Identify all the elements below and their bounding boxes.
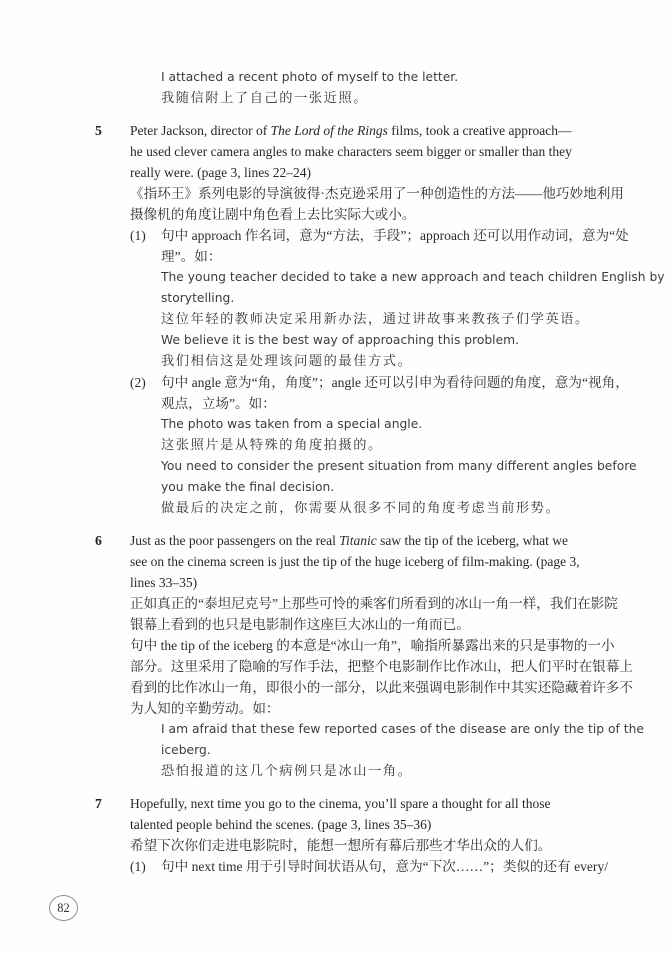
item-text-en: he used clever camera angles to make characters seem bigger or smaller than they <box>130 144 572 159</box>
sub-item-1 <box>0 225 671 372</box>
item-translation-zh: 正如真正的“泰坦尼克号”上那些可怜的乘客们所看到的冰山一角一样，我们在影院 <box>130 596 618 611</box>
note-text: 观点，立场”。如： <box>161 396 276 411</box>
note-text <box>0 372 671 393</box>
item-translation-zh: 希望下次你们走进电影院时，能想一想所有幕后那些才华出众的人们。 <box>130 838 552 853</box>
page-number: 82 <box>57 900 70 915</box>
block-gap <box>0 519 671 530</box>
example-sentence-en: you make the final decision. <box>161 480 335 494</box>
page-number-badge <box>49 895 78 921</box>
item-number: 6 <box>95 533 102 548</box>
item-text-en <box>0 793 671 814</box>
note-text: 部分。这里采用了隐喻的写作手法，把整个电影制作比作冰山，把人们平时在银幕上 <box>130 659 633 674</box>
item-translation-zh: 《指环王》系列电影的导演彼得·杰克逊采用了一种创造性的方法——他巧妙地利用 <box>130 186 624 201</box>
sub-item-marker: (2) <box>130 375 146 390</box>
item-text-en: see on the cinema screen is just the tip of the huge iceberg of film-making. (page 3, <box>130 554 580 569</box>
note-segment: 句中 next time 用于引导时间状语从句，意为“下次……”；类似的还有 every/ <box>161 859 609 874</box>
note-text: 看到的比作冰山一角，即很小的一部分，以此来强调电影制作中其实还隐藏着许多不 <box>130 680 633 695</box>
item-text-en <box>0 120 671 141</box>
example-sentence-en: storytelling. <box>161 291 235 305</box>
block-gap <box>0 109 671 120</box>
item-translation-zh: 银幕上看到的也只是电影制作这座巨大冰山的一角而已。 <box>130 617 470 632</box>
sub-item-marker: (1) <box>130 228 146 243</box>
note-segment: 句中 approach 作名词，意为“方法，手段”；approach 还可以用作动词，意为“处 <box>161 228 629 243</box>
example-sentence-en: The young teacher decided to take a new approach and teach children English by <box>161 270 665 284</box>
sub-item-1 <box>0 856 671 877</box>
example-sentence-en: I attached a recent photo of myself to the letter. <box>161 70 459 84</box>
example-sentence-en: iceberg. <box>161 743 211 757</box>
example-sentence-en: The photo was taken from a special angle. <box>161 417 423 431</box>
example-sentence-en: We believe it is the best way of approaching this problem. <box>161 333 520 347</box>
sentence-segment: saw the tip of the iceberg, what we <box>376 533 569 548</box>
sub-item-2 <box>0 372 671 519</box>
ship-name-italic: Titanic <box>339 533 377 548</box>
note-text <box>0 225 671 246</box>
note-text <box>0 856 671 877</box>
item-number: 7 <box>95 796 102 811</box>
example-translation-zh: 我随信附上了自己的一张近照。 <box>161 91 369 106</box>
item-text-en: lines 33–35) <box>130 575 198 590</box>
example-translation-zh: 恐怕报道的这几个病例只是冰山一角。 <box>161 764 413 779</box>
example-translation-zh: 做最后的决定之前，你需要从很多不同的角度考虑当前形势。 <box>161 501 561 516</box>
book-title-italic: The Lord of the Rings <box>270 123 388 138</box>
example-translation-zh: 我们相信这是处理该问题的最佳方式。 <box>161 354 413 369</box>
example-sentence-en: You need to consider the present situation from many different angles before <box>161 459 637 473</box>
block-gap <box>0 782 671 793</box>
item-translation-zh: 摄像机的角度让剧中角色看上去比实际大或小。 <box>130 207 416 222</box>
item-text-en <box>0 530 671 551</box>
note-segment: 句中 angle 意为“角，角度”；angle 还可以引申为看待问题的角度，意为“视角， <box>161 375 629 390</box>
item-7 <box>0 793 671 877</box>
sub-item-marker: (1) <box>130 859 146 874</box>
item-6 <box>0 530 671 782</box>
note-text: 为人知的辛勤劳动。如： <box>130 701 280 716</box>
example-translation-zh: 这位年轻的教师决定采用新办法，通过讲故事来教孩子们学英语。 <box>161 312 590 327</box>
sentence-segment: films, took a creative approach— <box>387 123 572 138</box>
note-text: 理”。如： <box>161 249 222 264</box>
sentence-segment: Peter Jackson, director of <box>130 123 271 138</box>
example-sentence-en: I am afraid that these few reported cases of the disease are only the tip of the <box>161 722 644 736</box>
item-text-en: really were. (page 3, lines 22–24) <box>130 165 312 180</box>
note-text: 句中 the tip of the iceberg 的本意是“冰山一角”，喻指所暴露出来的只是事物的一小 <box>130 638 615 653</box>
item-5 <box>0 120 671 519</box>
page-content <box>0 67 671 877</box>
sentence-segment: Just as the poor passengers on the real <box>130 533 340 548</box>
sentence-segment: Hopefully, next time you go to the cinema, you’ll spare a thought for all those <box>130 796 551 811</box>
item-number: 5 <box>95 123 102 138</box>
item-text-en: talented people behind the scenes. (page 3, lines 35–36) <box>130 817 432 832</box>
example-translation-zh: 这张照片是从特殊的角度拍摄的。 <box>161 438 383 453</box>
